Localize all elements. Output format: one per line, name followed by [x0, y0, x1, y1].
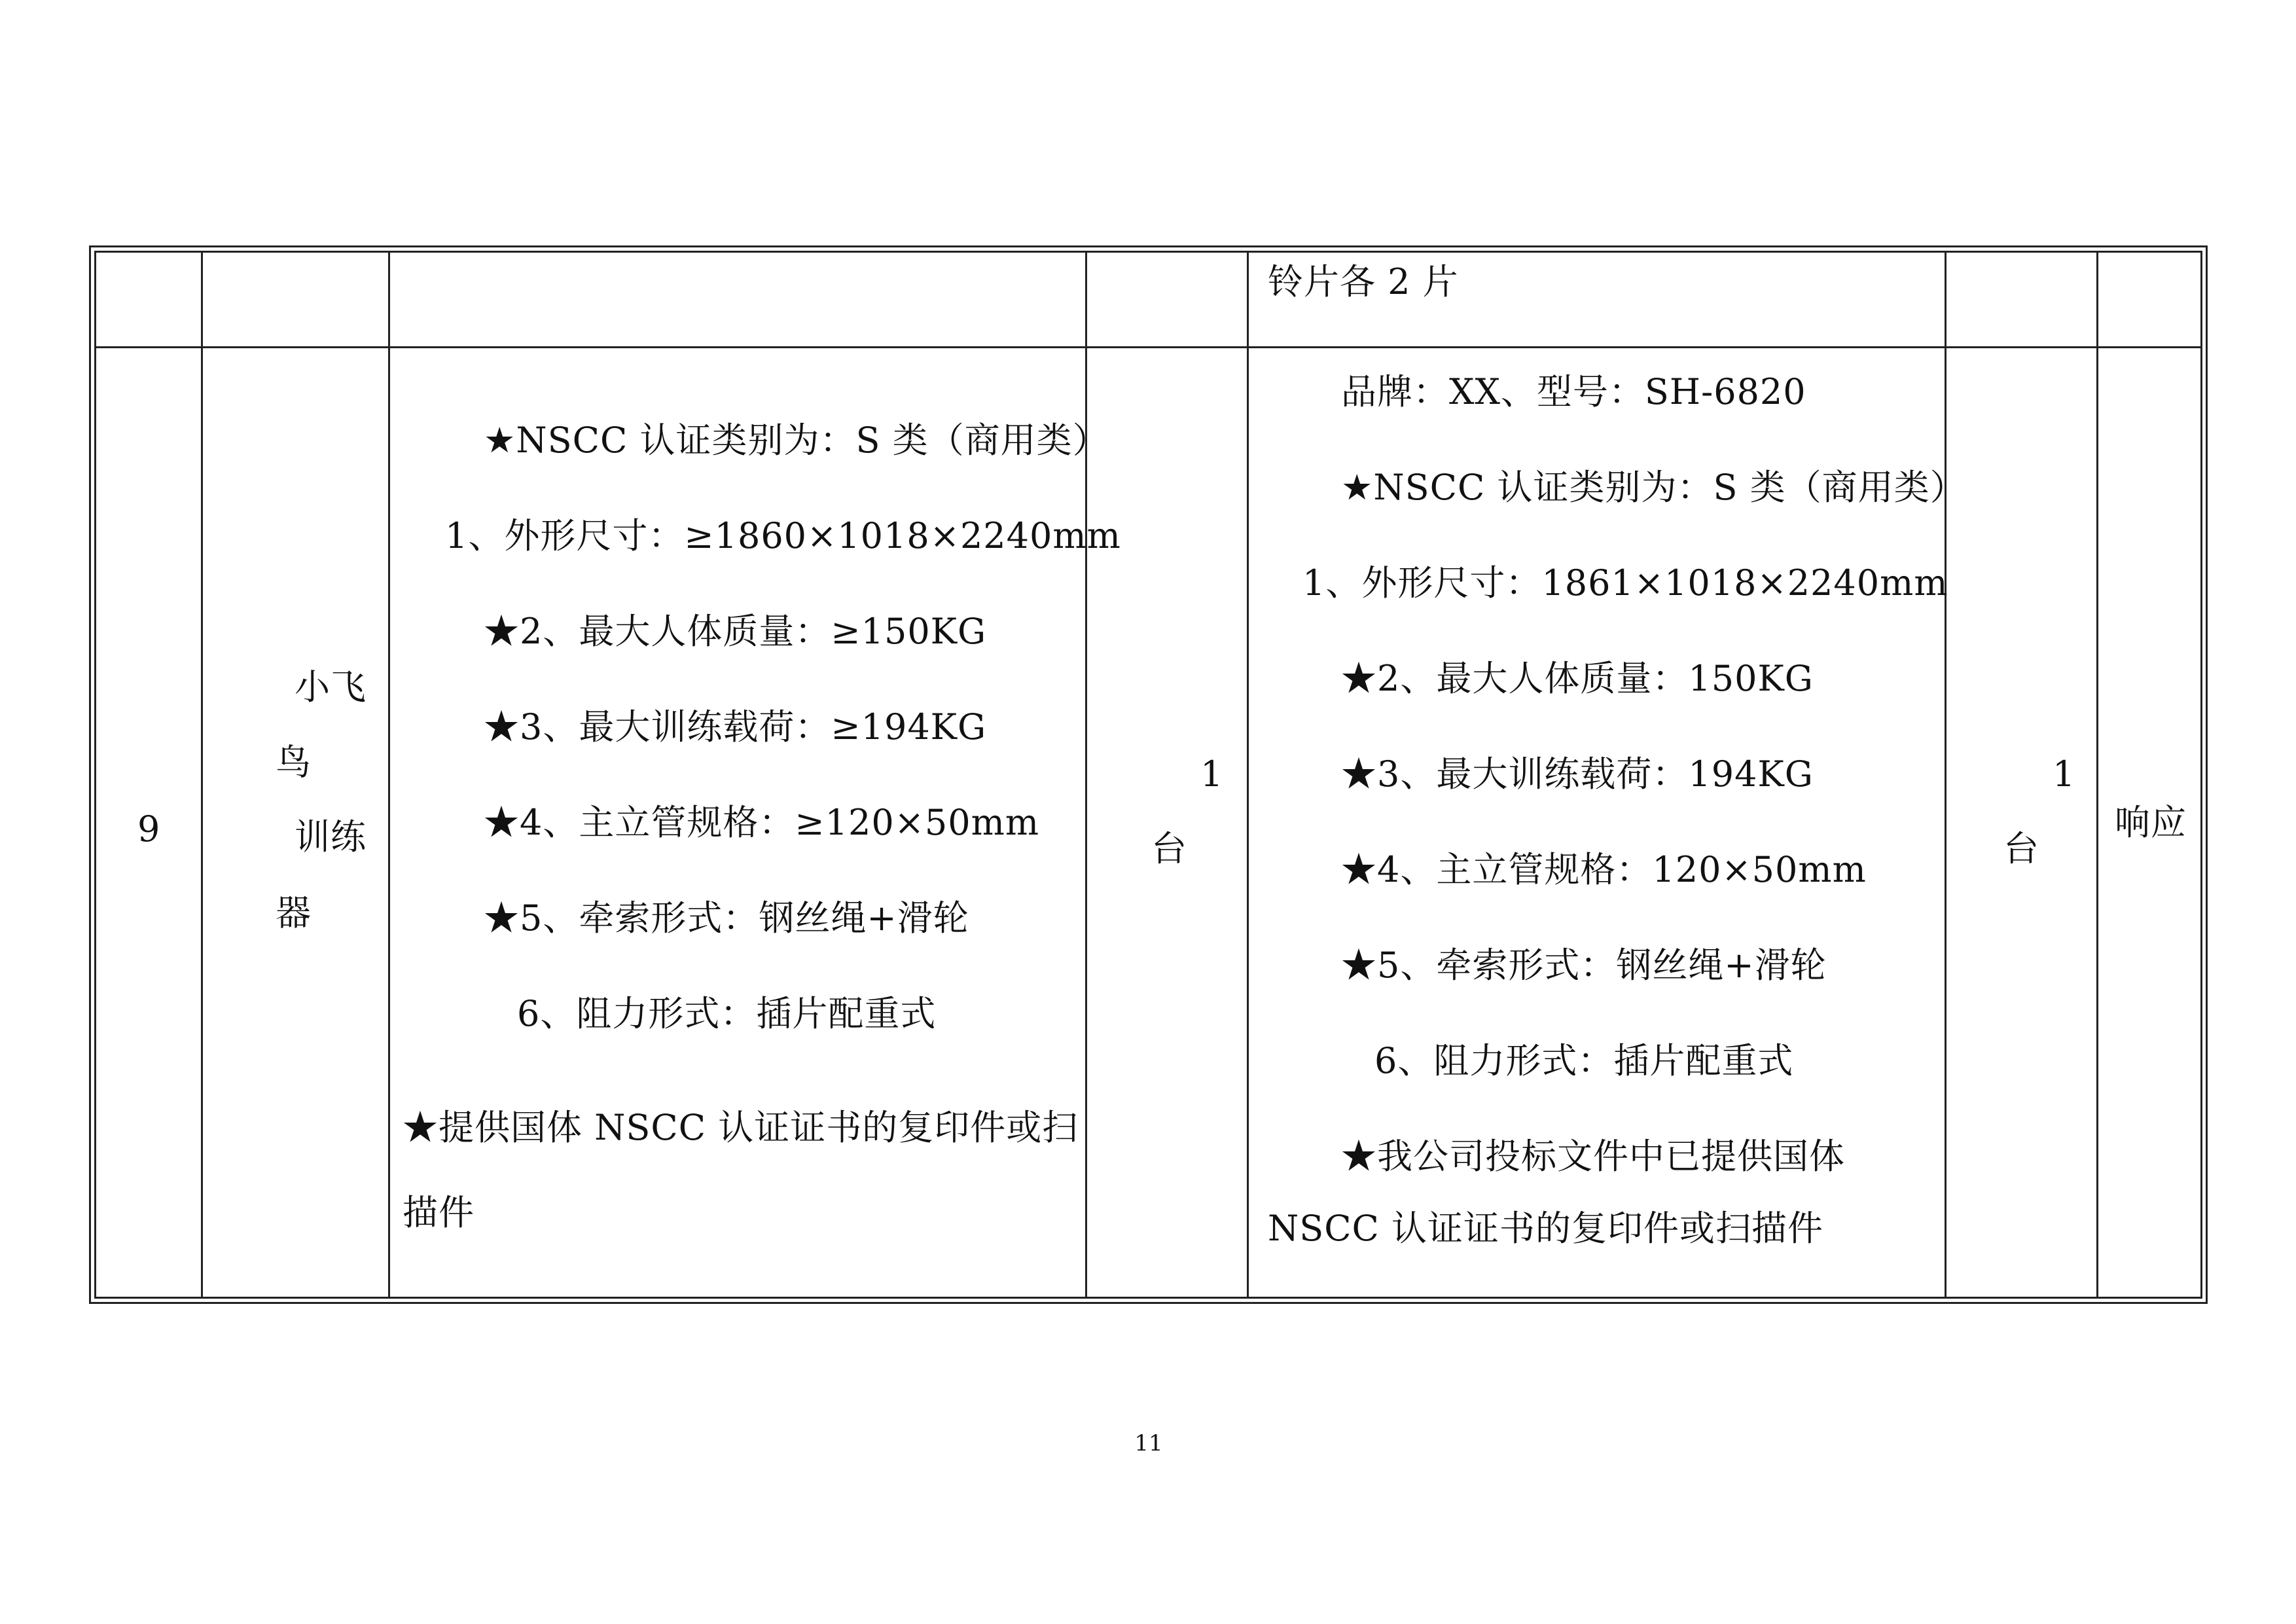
col-divider	[201, 253, 203, 1297]
requirement-line: ★5、牵索形式：钢丝绳+滑轮	[484, 897, 969, 939]
col-divider	[1945, 253, 1946, 1297]
requirement-line: ★4、主立管规格：≥120×50mm	[484, 802, 1040, 843]
response-line: ★NSCC 认证类别为：S 类（商用类）	[1341, 467, 1966, 508]
item-name-line: 鸟	[276, 742, 312, 783]
requirement-line: 1、外形尺寸：≥1860×1018×2240mm	[445, 515, 1121, 556]
response-line: 6、阻力形式：插片配重式	[1374, 1040, 1794, 1081]
col-divider	[388, 253, 390, 1297]
requirement-line: 描件	[403, 1192, 475, 1233]
deviation-status: 响应	[2115, 802, 2187, 843]
response-line: NSCC 认证证书的复印件或扫描件	[1268, 1208, 1824, 1249]
item-name-line: 小飞	[295, 666, 367, 708]
col-divider	[1247, 253, 1249, 1297]
requirement-line: ★提供国体 NSCC 认证证书的复印件或扫	[403, 1107, 1079, 1148]
item-name-line: 器	[276, 892, 312, 933]
col-divider	[2096, 253, 2098, 1297]
requirement-line: ★3、最大训练载荷：≥194KG	[484, 706, 987, 748]
response-line: ★5、牵索形式：钢丝绳+滑轮	[1341, 945, 1827, 986]
quantity-unit: 台	[1151, 828, 1187, 869]
response-line: ★我公司投标文件中已提供国体	[1341, 1136, 1845, 1177]
response-line: 1、外形尺寸：1861×1018×2240mm	[1302, 562, 1948, 604]
offered-quantity-unit: 台	[2003, 828, 2039, 869]
offered-quantity-number: 1	[2053, 753, 2076, 795]
response-line: ★3、最大训练载荷：194KG	[1341, 753, 1814, 795]
quantity-number: 1	[1200, 753, 1224, 795]
row-index: 9	[137, 808, 161, 850]
requirement-line: ★2、最大人体质量：≥150KG	[484, 611, 987, 652]
response-continuation: 铃片各 2 片	[1268, 261, 1459, 302]
page-number: 11	[1134, 1430, 1163, 1456]
row-divider	[96, 346, 2200, 348]
response-line: ★4、主立管规格：120×50mm	[1341, 849, 1867, 890]
col-divider	[1085, 253, 1087, 1297]
spec-table	[94, 251, 2202, 1299]
requirement-line: ★NSCC 认证类别为：S 类（商用类）	[484, 420, 1109, 461]
response-line: ★2、最大人体质量：150KG	[1341, 658, 1814, 699]
response-line: 品牌：XX、型号：SH-6820	[1341, 371, 1806, 412]
item-name-line: 训练	[295, 816, 367, 857]
spec-table-frame	[89, 245, 2208, 1304]
requirement-line: 6、阻力形式：插片配重式	[517, 993, 937, 1034]
